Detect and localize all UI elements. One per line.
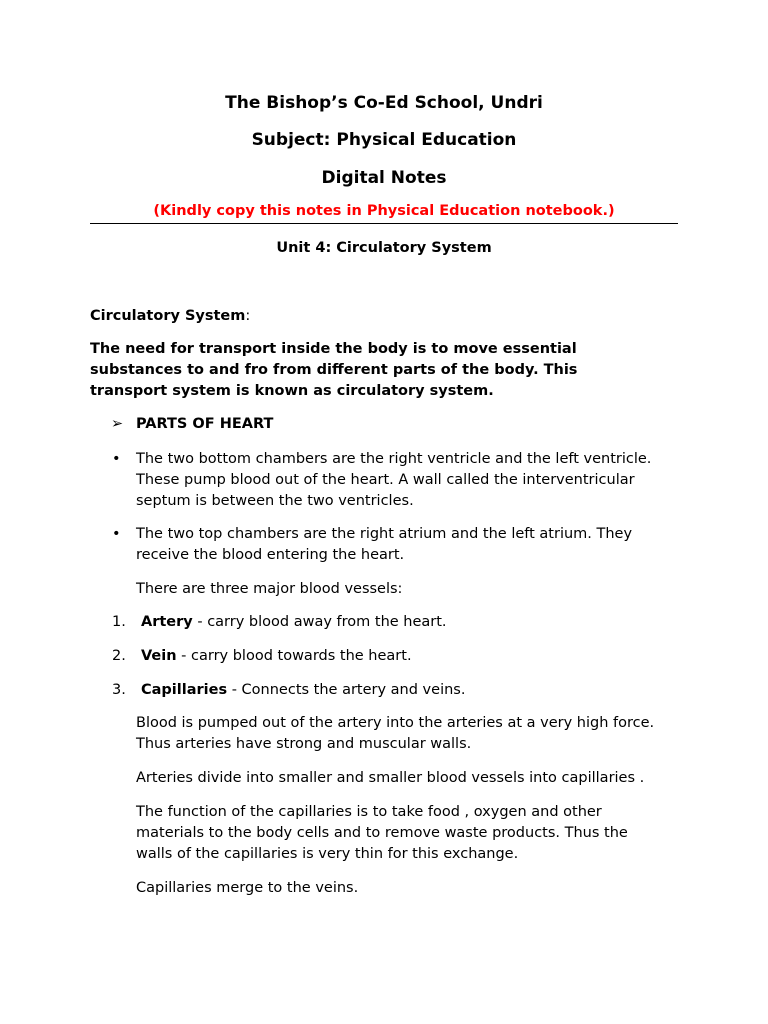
bullet-line: These pump blood out of the heart. A wall called the interventricular [136,472,635,488]
definition-line: transport system is known as circulatory system. [90,383,494,399]
subject-title: Subject: Physical Education [251,130,517,150]
bullet-icon: • [112,451,121,467]
bullet-line: receive the blood entering the heart. [136,547,405,563]
vessel-term: Vein [141,648,177,664]
paragraph [136,768,696,789]
list-item-artery [141,612,701,633]
copy-instruction: (Kindly copy this notes in Physical Education notebook.) [153,203,615,219]
header-divider [90,223,678,224]
notes-title: Digital Notes [321,168,447,188]
bullet-icon: • [112,526,121,542]
list-number: 2. [112,648,126,664]
arrow-bullet-icon: ➢ [111,416,124,432]
paragraph-line: walls of the capillaries is very thin for this exchange. [136,846,519,862]
vessel-desc: - carry blood towards the heart. [176,648,412,664]
vessel-desc: - carry blood away from the heart. [192,614,447,630]
vessel-term: Capillaries [141,682,228,698]
bullet-line: septum is between the two ventricles. [136,493,414,509]
list-item-capillaries [141,680,701,701]
intro-heading-row [90,306,690,327]
definition-line: substances to and fro from different parts of the body. This [90,362,578,378]
bullet-item [136,524,696,566]
list-number: 1. [112,614,126,630]
paragraph-line: Thus arteries have strong and muscular walls. [136,736,472,752]
intro-heading-colon: : [245,308,251,324]
bullet-line: The two bottom chambers are the right ventricle and the left ventricle. [136,451,652,467]
bullet-line: The two top chambers are the right atrium and the left atrium. They [136,526,633,542]
intro-definition [90,339,690,402]
paragraph-line: The function of the capillaries is to take food , oxygen and other [136,804,602,820]
list-number: 3. [112,682,126,698]
paragraph [136,713,696,755]
paragraph [136,802,696,865]
unit-title: Unit 4: Circulatory System [276,240,492,256]
list-item-vein [141,646,701,667]
vessels-intro: There are three major blood vessels: [136,581,403,597]
paragraph [136,878,696,899]
paragraph-line: Blood is pumped out of the artery into the arteries at a very high force. [136,715,655,731]
school-name: The Bishop’s Co-Ed School, Undri [225,93,543,113]
paragraph-line: Capillaries merge to the veins. [136,880,359,896]
vessel-desc: - Connects the artery and veins. [227,682,466,698]
definition-line: The need for transport inside the body is to move essential [90,341,577,357]
parts-of-heart-heading: PARTS OF HEART [136,416,274,432]
paragraph-line: materials to the body cells and to remove waste products. Thus the [136,825,628,841]
intro-heading: Circulatory System [90,308,246,324]
vessel-term: Artery [141,614,193,630]
bullet-item [136,449,696,512]
paragraph-line: Arteries divide into smaller and smaller blood vessels into capillaries . [136,770,645,786]
